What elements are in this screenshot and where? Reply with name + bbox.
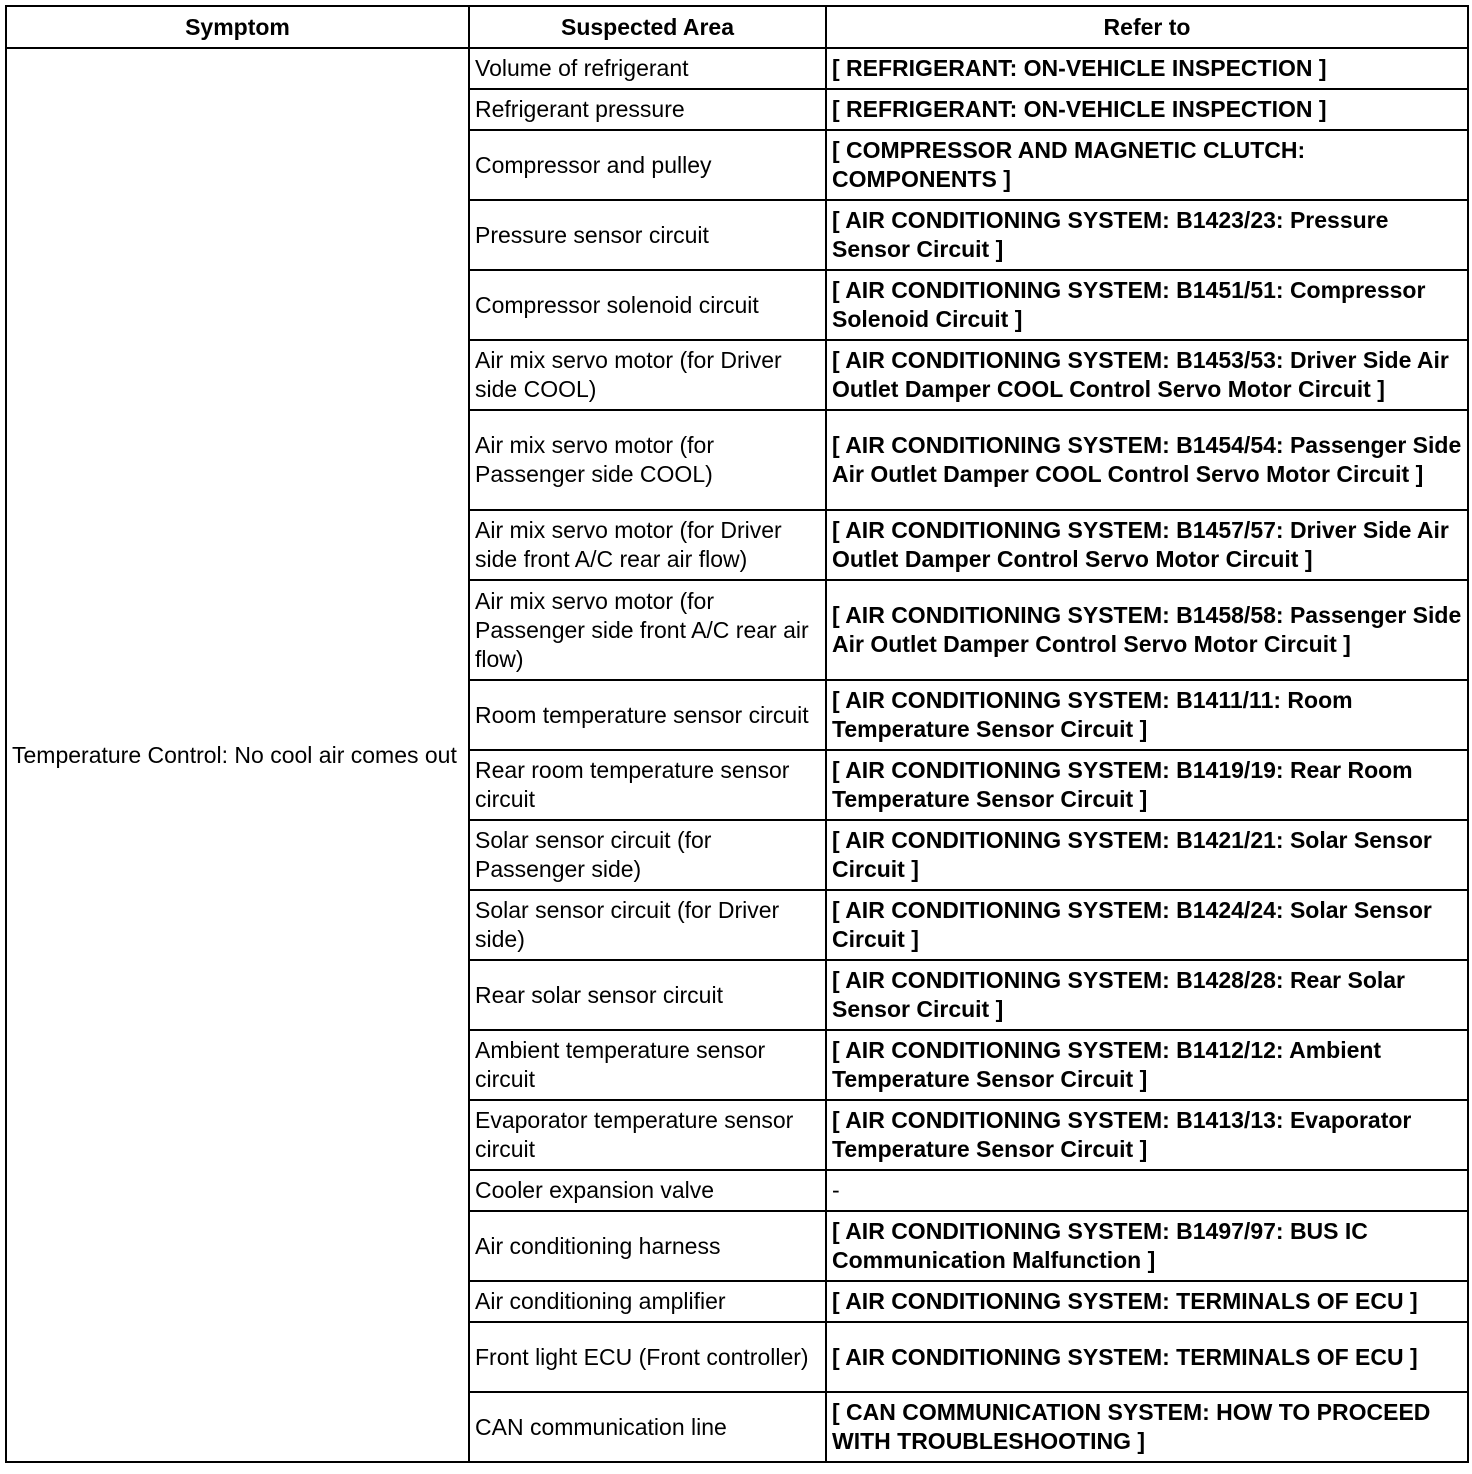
header-row: [6, 6, 1468, 48]
suspected-area-cell: Air mix servo motor (for Passenger side COOL): [469, 410, 826, 510]
suspected-area-cell: Air mix servo motor (for Driver side front A/C rear air flow): [469, 510, 826, 580]
suspected-area-cell: Rear solar sensor circuit: [469, 960, 826, 1030]
refer-to-cell: [ REFRIGERANT: ON-VEHICLE INSPECTION ]: [826, 48, 1468, 89]
refer-to-cell: [ REFRIGERANT: ON-VEHICLE INSPECTION ]: [826, 89, 1468, 130]
suspected-area-cell: Compressor solenoid circuit: [469, 270, 826, 340]
symptom-cell: Temperature Control: No cool air comes out: [6, 48, 469, 1462]
refer-to-cell: [ AIR CONDITIONING SYSTEM: B1412/12: Ambient Temperature Sensor Circuit ]: [826, 1030, 1468, 1100]
suspected-area-cell: Pressure sensor circuit: [469, 200, 826, 270]
refer-to-cell: [ AIR CONDITIONING SYSTEM: B1419/19: Rear Room Temperature Sensor Circuit ]: [826, 750, 1468, 820]
table-row: [6, 48, 1468, 89]
header-symptom: Symptom: [6, 6, 469, 48]
refer-to-cell: [ COMPRESSOR AND MAGNETIC CLUTCH: COMPONENTS ]: [826, 130, 1468, 200]
header-refer-to: Refer to: [826, 6, 1468, 48]
suspected-area-cell: Volume of refrigerant: [469, 48, 826, 89]
refer-to-cell: [ AIR CONDITIONING SYSTEM: B1424/24: Solar Sensor Circuit ]: [826, 890, 1468, 960]
refer-to-cell: [ AIR CONDITIONING SYSTEM: TERMINALS OF ECU ]: [826, 1281, 1468, 1322]
suspected-area-cell: Solar sensor circuit (for Driver side): [469, 890, 826, 960]
refer-to-cell: [ AIR CONDITIONING SYSTEM: B1497/97: BUS IC Communication Malfunction ]: [826, 1211, 1468, 1281]
header-suspected-area: Suspected Area: [469, 6, 826, 48]
refer-to-cell: [ AIR CONDITIONING SYSTEM: B1457/57: Driver Side Air Outlet Damper Control Servo Motor Circuit ]: [826, 510, 1468, 580]
refer-to-cell: [ AIR CONDITIONING SYSTEM: B1451/51: Compressor Solenoid Circuit ]: [826, 270, 1468, 340]
suspected-area-cell: CAN communication line: [469, 1392, 826, 1462]
refer-to-cell: [ AIR CONDITIONING SYSTEM: B1413/13: Evaporator Temperature Sensor Circuit ]: [826, 1100, 1468, 1170]
suspected-area-cell: Solar sensor circuit (for Passenger side): [469, 820, 826, 890]
refer-to-cell: [ AIR CONDITIONING SYSTEM: B1421/21: Solar Sensor Circuit ]: [826, 820, 1468, 890]
suspected-area-cell: Air conditioning amplifier: [469, 1281, 826, 1322]
refer-to-cell: -: [826, 1170, 1468, 1211]
suspected-area-cell: Ambient temperature sensor circuit: [469, 1030, 826, 1100]
refer-to-cell: [ AIR CONDITIONING SYSTEM: B1428/28: Rear Solar Sensor Circuit ]: [826, 960, 1468, 1030]
refer-to-cell: [ AIR CONDITIONING SYSTEM: B1411/11: Room Temperature Sensor Circuit ]: [826, 680, 1468, 750]
suspected-area-cell: Front light ECU (Front controller): [469, 1322, 826, 1392]
refer-to-cell: [ AIR CONDITIONING SYSTEM: TERMINALS OF ECU ]: [826, 1322, 1468, 1392]
refer-to-cell: [ AIR CONDITIONING SYSTEM: B1423/23: Pressure Sensor Circuit ]: [826, 200, 1468, 270]
suspected-area-cell: Air mix servo motor (for Passenger side front A/C rear air flow): [469, 580, 826, 680]
suspected-area-cell: Air mix servo motor (for Driver side COOL): [469, 340, 826, 410]
refer-to-cell: [ CAN COMMUNICATION SYSTEM: HOW TO PROCEED WITH TROUBLESHOOTING ]: [826, 1392, 1468, 1462]
troubleshooting-table: [5, 5, 1469, 1463]
suspected-area-cell: Air conditioning harness: [469, 1211, 826, 1281]
refer-to-cell: [ AIR CONDITIONING SYSTEM: B1458/58: Passenger Side Air Outlet Damper Control Servo Motor Circuit ]: [826, 580, 1468, 680]
refer-to-cell: [ AIR CONDITIONING SYSTEM: B1453/53: Driver Side Air Outlet Damper COOL Control Servo Motor Circuit ]: [826, 340, 1468, 410]
suspected-area-cell: Refrigerant pressure: [469, 89, 826, 130]
suspected-area-cell: Room temperature sensor circuit: [469, 680, 826, 750]
suspected-area-cell: Cooler expansion valve: [469, 1170, 826, 1211]
refer-to-cell: [ AIR CONDITIONING SYSTEM: B1454/54: Passenger Side Air Outlet Damper COOL Control Servo Motor Circuit ]: [826, 410, 1468, 510]
suspected-area-cell: Compressor and pulley: [469, 130, 826, 200]
suspected-area-cell: Evaporator temperature sensor circuit: [469, 1100, 826, 1170]
suspected-area-cell: Rear room temperature sensor circuit: [469, 750, 826, 820]
